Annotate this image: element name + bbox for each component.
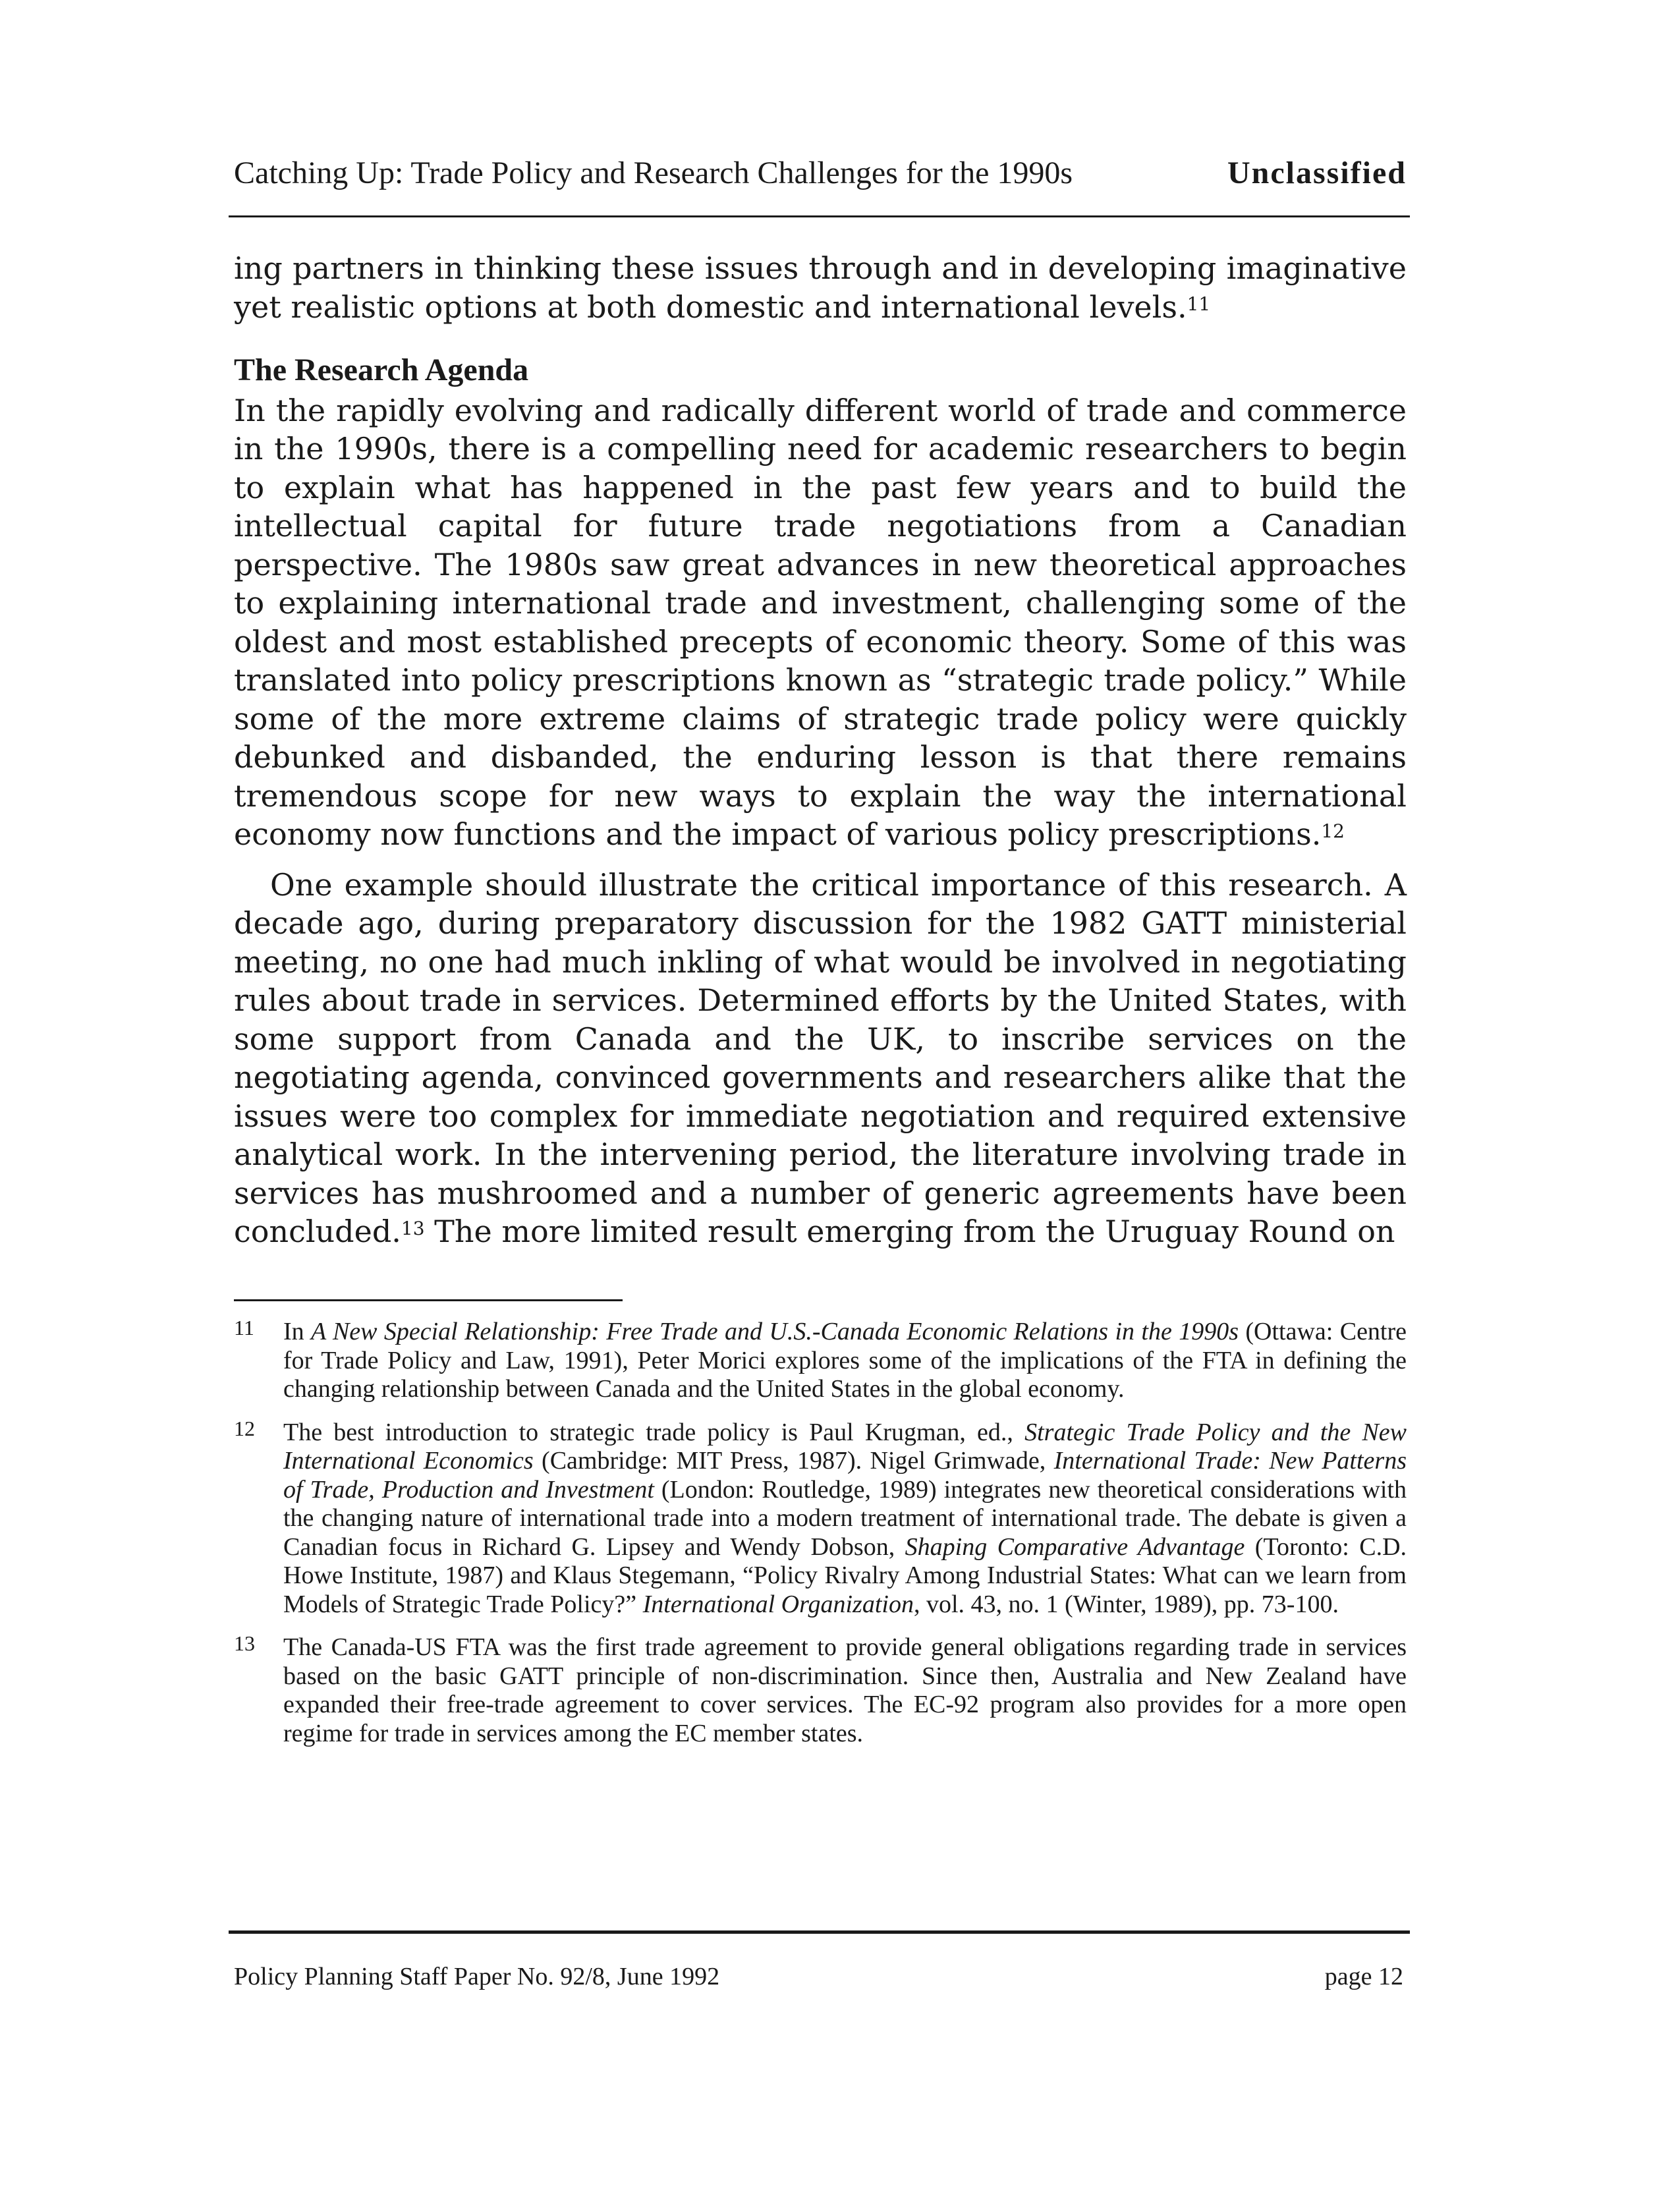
paragraph-2-text: One example should illustrate the critical importance of this research. A decade ago, during preparatory discussion for the 1982 GATT ministerial meeting, no one had much inkling of what would be involved in negotiating rules about trade in services. Determined efforts by the United States, with some support from Canada and the UK, to inscribe services on the negotiating agenda, convinced governments and researchers alike that the issues were too complex for immediate negotiation and required extensive analytical work. In the intervening period, the literature involving trade in services has mushroomed and a number of generic agreements have been concluded. bbox=[234, 866, 1407, 1249]
footnote-number: 11 bbox=[234, 1316, 254, 1339]
paragraph-2-tail: The more limited result emerging from the Uruguay Round on bbox=[424, 1214, 1395, 1249]
continuation-paragraph bbox=[234, 249, 1407, 326]
continuation-text: ing partners in thinking these issues through and in developing imaginative yet realistic options at both domestic and international levels. bbox=[234, 250, 1407, 325]
paragraph-2 bbox=[234, 866, 1407, 1251]
footnote-text: (London: Routledge, 1989) integrates new theoretical considerations with the changing nature of international trade into a modern treatment of international trade. The debate is given a Canadian focus in Richard G. Lipsey and Wendy Dobson, bbox=[283, 1475, 1407, 1561]
header-rule bbox=[229, 215, 1410, 217]
classification-label: Unclassified bbox=[1227, 155, 1407, 190]
footnote-ref-12[interactable]: 12 bbox=[1321, 820, 1345, 842]
document-title: Catching Up: Trade Policy and Research Challenges for the 1990s bbox=[234, 155, 1073, 190]
running-footer bbox=[234, 1957, 1407, 1996]
footnote-citation-title: International Trade: New Patterns of Trade, Production and Investment bbox=[283, 1447, 1407, 1504]
footnote-13 bbox=[234, 1633, 1407, 1748]
footnote-citation-title: International Organization bbox=[642, 1590, 914, 1618]
footnote-number: 13 bbox=[234, 1631, 255, 1655]
paper-identifier: Policy Planning Staff Paper No. 92/8, June 1992 bbox=[234, 1963, 720, 1990]
footnote-citation-title: A New Special Relationship: Free Trade and U.S.-Canada Economic Relations in the 1990s bbox=[311, 1318, 1239, 1345]
footer-rule bbox=[229, 1930, 1410, 1934]
paragraph-1 bbox=[234, 391, 1407, 854]
footnote-text: (Toronto: C.D. Howe Institute, 1987) and Klaus Stegemann, “Policy Rivalry Among Industrial States: What can we learn from Models of Strategic Trade Policy?” bbox=[283, 1533, 1407, 1618]
footnote-citation-title: Strategic Trade Policy and the New International Economics bbox=[283, 1418, 1407, 1475]
footnote-ref-11[interactable]: 11 bbox=[1187, 293, 1211, 315]
footnotes-section bbox=[234, 1318, 1407, 1762]
page-number: page 12 bbox=[1324, 1963, 1403, 1990]
footnote-citation-title: Shaping Comparative Advantage bbox=[905, 1533, 1245, 1561]
footnote-text: The Canada-US FTA was the first trade agreement to provide general obligations regarding trade in services based on the basic GATT principle of non-discrimination. Since then, Australia and New Zealand have expanded their free-trade agreement to cover services. The EC-92 program also provides for a more open regime for trade in services among the EC member states. bbox=[283, 1633, 1407, 1747]
footnote-text: (Ottawa: Centre for Trade Policy and Law, 1991), Peter Morici explores some of the implications of the FTA in defining the changing relationship between Canada and the United States in the global economy. bbox=[283, 1318, 1407, 1403]
footnote-text: (Cambridge: MIT Press, 1987). Nigel Grimwade, bbox=[533, 1447, 1054, 1475]
paragraph-1-text: In the rapidly evolving and radically different world of trade and commerce in the 1990s, there is a compelling need for academic researchers to begin to explain what has happened in the past few years and to build the intellectual capital for future trade negotiations from a Canadian perspective. The 1980s saw great advances in new theoretical approaches to explaining international trade and investment, challenging some of the oldest and most established precepts of economic theory. Some of this was translated into policy prescriptions known as “strategic trade policy.” While some of the more extreme claims of strategic trade policy were quickly debunked and disbanded, the enduring lesson is that there remains tremendous scope for new ways to explain the way the international economy now functions and the impact of various policy prescriptions. bbox=[234, 392, 1407, 852]
footnote-text: , vol. 43, no. 1 (Winter, 1989), pp. 73-100. bbox=[913, 1590, 1339, 1618]
footnote-text: The best introduction to strategic trade policy is Paul Krugman, ed., bbox=[283, 1418, 1025, 1446]
running-header bbox=[234, 150, 1410, 196]
body-text bbox=[234, 249, 1407, 1251]
footnote-12 bbox=[234, 1416, 1407, 1619]
footnote-separator bbox=[234, 1299, 623, 1301]
footnote-number: 12 bbox=[234, 1416, 255, 1440]
footnote-text: In bbox=[283, 1318, 312, 1345]
footnote-11 bbox=[234, 1318, 1407, 1404]
footnote-ref-13[interactable]: 13 bbox=[401, 1218, 425, 1239]
section-heading: The Research Agenda bbox=[234, 352, 529, 387]
